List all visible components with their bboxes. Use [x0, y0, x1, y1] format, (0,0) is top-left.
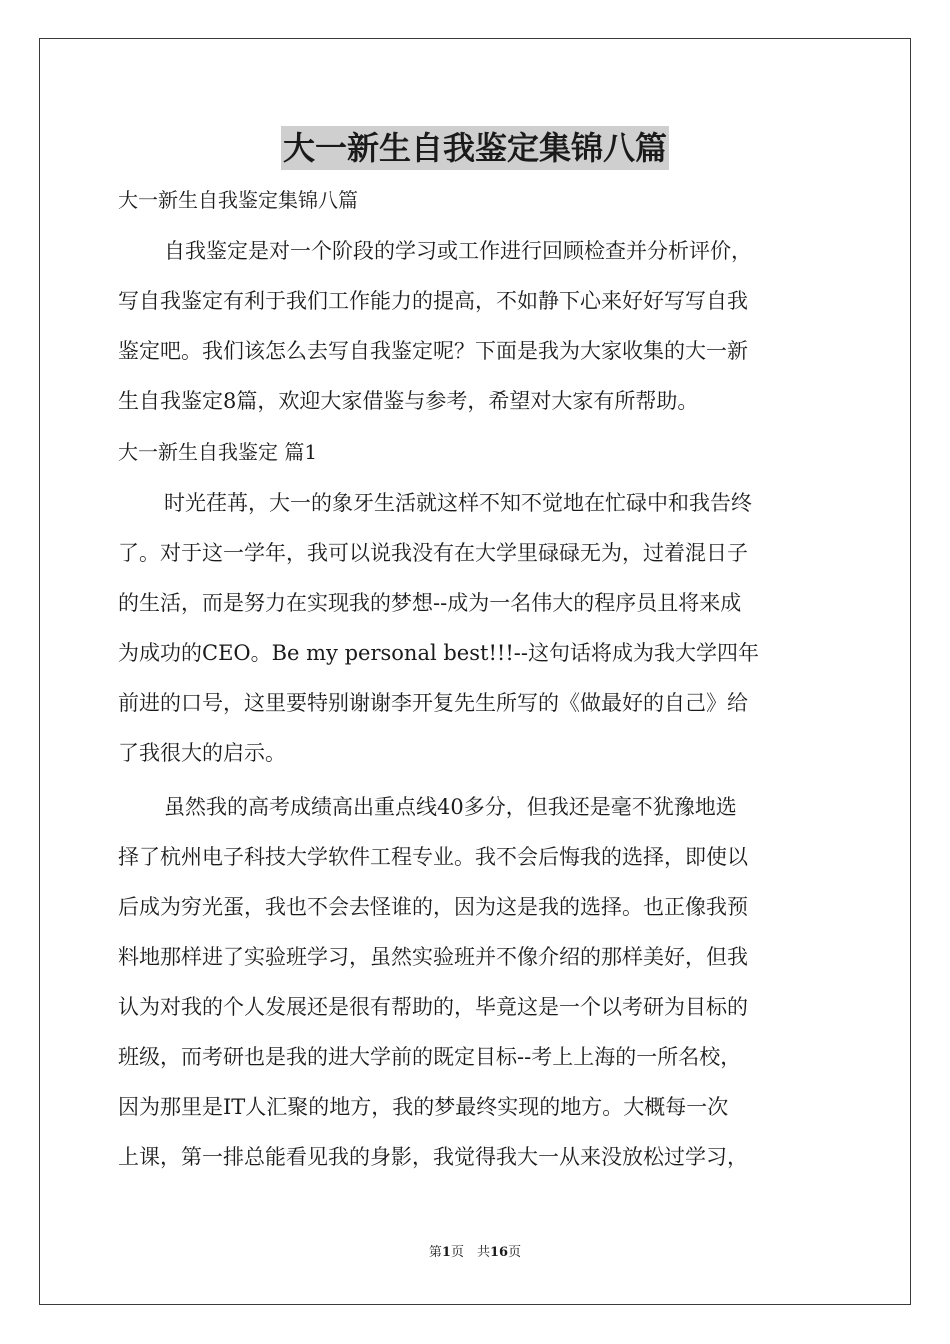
- footer-total-pages: 16: [489, 1245, 509, 1260]
- paragraph-line: 择了杭州电子科技大学软件工程专业。我不会后悔我的选择，即使以: [118, 845, 748, 869]
- paragraph-line: 因为那里是IT人汇聚的地方，我的梦最终实现的地方。大概每一次: [118, 1095, 729, 1119]
- paragraph-line: 认为对我的个人发展还是很有帮助的，毕竟这是一个以考研为目标的: [118, 995, 748, 1019]
- paragraph-line: 了我很大的启示。: [118, 741, 286, 765]
- paragraph-line: 料地那样进了实验班学习，虽然实验班并不像介绍的那样美好，但我: [118, 945, 748, 969]
- paragraph-line: 为成功的CEO。Be my personal best!!!--这句话将成为我大学四年: [118, 641, 759, 665]
- paragraph-line: 班级，而考研也是我的进大学前的既定目标--考上上海的一所名校，: [118, 1045, 742, 1069]
- paragraph-line: 鉴定吧。我们该怎么去写自我鉴定呢？下面是我为大家收集的大一新: [118, 339, 748, 363]
- footer-mid: 页 共: [450, 1245, 490, 1260]
- paragraph-line: 时光荏苒，大一的象牙生活就这样不知不觉地在忙碌中和我告终: [164, 491, 752, 515]
- paragraph-line: 后成为穷光蛋，我也不会去怪谁的，因为这是我的选择。也正像我预: [118, 895, 748, 919]
- paragraph-line: 前进的口号，这里要特别谢谢李开复先生所写的《做最好的自己》给: [118, 691, 748, 715]
- title-container: [0, 126, 950, 170]
- paragraph-line: 虽然我的高考成绩高出重点线40多分，但我还是毫不犹豫地选: [164, 795, 737, 819]
- paragraph-line: 写自我鉴定有利于我们工作能力的提高，不如静下心来好好写写自我: [118, 289, 748, 313]
- document-title: 大一新生自我鉴定集锦八篇: [281, 126, 669, 170]
- paragraph-line: 生自我鉴定8篇，欢迎大家借鉴与参考，希望对大家有所帮助。: [118, 389, 699, 413]
- paragraph-line: 了。对于这一学年，我可以说我没有在大学里碌碌无为，过着混日子: [118, 541, 748, 565]
- page-footer: [0, 1244, 950, 1262]
- paragraph-1: [118, 478, 836, 778]
- paragraph-2: [118, 782, 836, 1182]
- paragraph-line: 的生活，而是努力在实现我的梦想--成为一名伟大的程序员且将来成: [118, 591, 742, 615]
- footer-suffix: 页: [508, 1245, 522, 1260]
- footer-prefix: 第: [428, 1245, 442, 1260]
- paragraph-line: 自我鉴定是对一个阶段的学习或工作进行回顾检查并分析评价，: [164, 239, 752, 263]
- intro-paragraph: [118, 226, 836, 426]
- section-heading: 大一新生自我鉴定 篇1: [118, 440, 318, 464]
- document-subtitle: 大一新生自我鉴定集锦八篇: [118, 188, 358, 212]
- footer-page-number: 1: [441, 1245, 451, 1260]
- paragraph-line: 上课，第一排总能看见我的身影，我觉得我大一从来没放松过学习，: [118, 1145, 748, 1169]
- document-body: [118, 178, 836, 1186]
